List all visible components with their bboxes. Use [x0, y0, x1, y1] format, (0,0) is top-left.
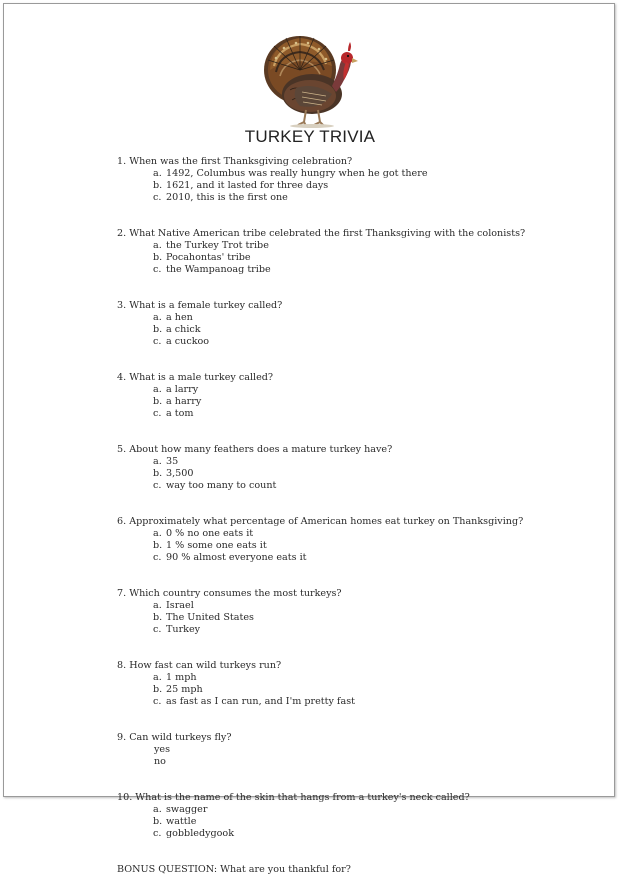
answer-options: [117, 240, 597, 276]
answer-options: [117, 168, 597, 204]
answer-option: a. a larry: [153, 384, 199, 395]
answer-option: no: [154, 756, 166, 767]
answer-option: a. 1492, Columbus was really hungry when he got there: [153, 168, 428, 179]
answer-options: [117, 384, 597, 420]
question-text: 8. How fast can wild turkeys run?: [117, 660, 282, 671]
answer-option: c. gobbledygook: [153, 828, 235, 839]
answer-options: [117, 672, 597, 708]
answer-option: c. 90 % almost everyone eats it: [153, 552, 307, 563]
answer-option: c. Turkey: [153, 624, 201, 635]
question-8: [117, 660, 597, 708]
question-text: 9. Can wild turkeys fly?: [117, 732, 232, 743]
question-text: 2. What Native American tribe celebrated the first Thanksgiving with the colonists?: [117, 228, 526, 239]
question-text: 5. About how many feathers does a mature turkey have?: [117, 444, 393, 455]
question-text: 6. Approximately what percentage of American homes eat turkey on Thanksgiving?: [117, 516, 524, 527]
answer-options: [117, 744, 597, 768]
question-10: [117, 792, 597, 840]
question-text: 7. Which country consumes the most turkeys?: [117, 588, 342, 599]
question-text: 1. When was the first Thanksgiving celebration?: [117, 156, 353, 167]
answer-options: [117, 456, 597, 492]
worksheet-page: [3, 3, 615, 875]
answer-option: b. Pocahontas' tribe: [153, 252, 251, 263]
answer-option: b. 25 mph: [153, 684, 203, 695]
answer-option: yes: [154, 744, 171, 755]
answer-option: a. 1 mph: [153, 672, 197, 683]
answer-option: c. as fast as I can run, and I'm pretty fast: [153, 696, 355, 707]
answer-option: a. a hen: [153, 312, 193, 323]
question-1: [117, 156, 597, 204]
answer-options: [117, 804, 597, 840]
answer-options: [117, 528, 597, 564]
answer-options: [117, 312, 597, 348]
question-4: [117, 372, 597, 420]
question-2: [117, 228, 597, 276]
answer-option: b. wattle: [153, 816, 197, 827]
answer-option: c. a cuckoo: [153, 336, 210, 347]
question-6: [117, 516, 597, 564]
answer-option: a. 0 % no one eats it: [153, 528, 254, 539]
question-5: [117, 444, 597, 492]
answer-option: c. 2010, this is the first one: [153, 192, 288, 203]
answer-option: b. a harry: [153, 396, 202, 407]
trivia-question-list: [117, 156, 597, 876]
answer-option: c. the Wampanoag tribe: [153, 264, 271, 275]
answer-option: a. Israel: [153, 600, 194, 611]
answer-option: b. a chick: [153, 324, 201, 335]
question-7: [117, 588, 597, 636]
question-text: 10. What is the name of the skin that hangs from a turkey's neck called?: [117, 792, 470, 803]
answer-option: a. the Turkey Trot tribe: [153, 240, 269, 251]
answer-option: a. swagger: [153, 804, 208, 815]
question-text: 4. What is a male turkey called?: [117, 372, 274, 383]
answer-option: b. 1621, and it lasted for three days: [153, 180, 329, 191]
answer-option: b. 3,500: [153, 468, 194, 479]
question-3: [117, 300, 597, 348]
turkey-illustration-icon: [256, 30, 368, 130]
answer-option: c. a tom: [153, 408, 194, 419]
question-9: [117, 732, 597, 768]
answer-option: b. 1 % some one eats it: [153, 540, 267, 551]
answer-option: a. 35: [153, 456, 179, 467]
answer-option: c. way too many to count: [153, 480, 277, 491]
question-text: 3. What is a female turkey called?: [117, 300, 283, 311]
answer-options: [117, 600, 597, 636]
answer-option: b. The United States: [153, 612, 254, 623]
bonus-question: BONUS QUESTION: What are you thankful for?: [117, 864, 351, 875]
page-title: TURKEY TRIVIA: [244, 127, 376, 146]
